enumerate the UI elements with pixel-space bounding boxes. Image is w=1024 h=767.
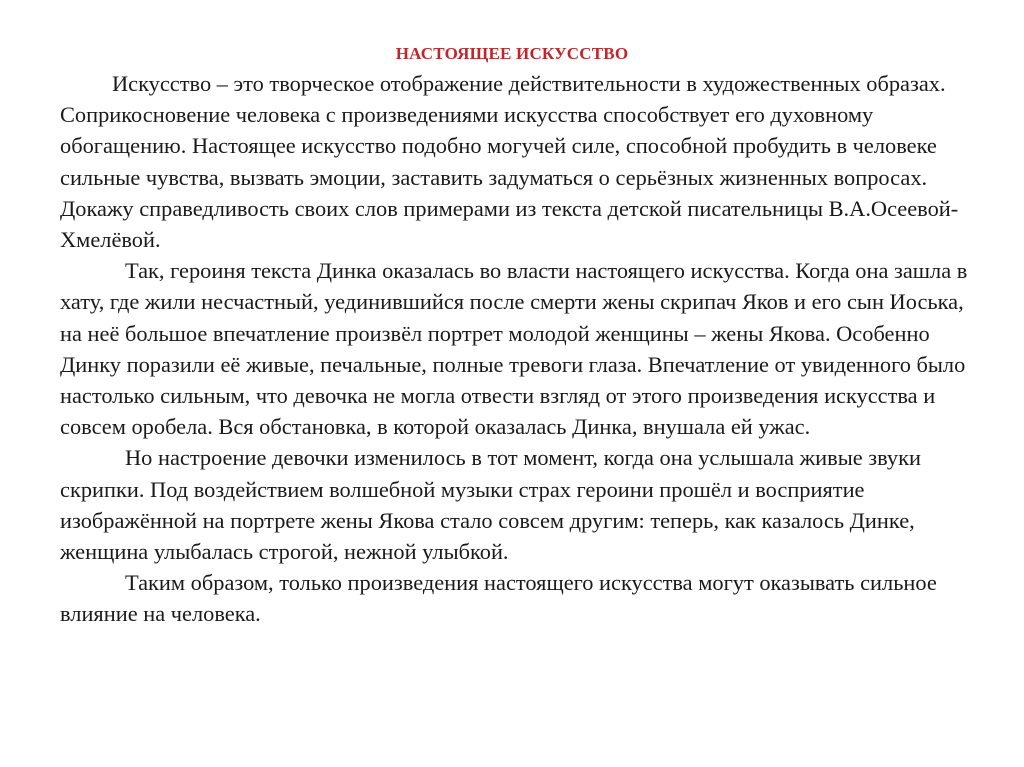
paragraph-conclusion: Таким образом, только произведения настоящего искусства могут оказывать сильное влияние на человека. (60, 570, 937, 627)
paragraph-introduction: Искусство – это творческое отображение действительности в художественных образах. Соприкосновение человека с произведениями искусства способствует его духовному обогащению. Настоящее искусство подобно могучей силе, способной пробудить в человеке сильные чувства, вызвать эмоции, заставить задуматься о серьёзных жизненных вопросах. Докажу справедливость своих слов примерами из текста детской писательницы В.А.Осеевой-Хмелёвой. (60, 71, 959, 253)
document-title: НАСТОЯЩЕЕ ИСКУССТВО (395, 44, 629, 63)
paragraph-argument-two: Но настроение девочки изменилось в тот момент, когда она услышала живые звуки скрипки. Под воздействием волшебной музыки страх героини прошёл и восприятие изображённой на портрете жены Якова стало совсем другим: теперь, как казалось Динке, женщина улыбалась строгой, нежной улыбкой. (60, 445, 921, 565)
essay-body (60, 68, 975, 630)
paragraph-argument-one: Так, героиня текста Динка оказалась во власти настоящего искусства. Когда она зашла в хату, где жили несчастный, уединившийся после смерти жены скрипач Яков и его сын Иоська, на неё большое впечатление произвёл портрет молодой женщины – жены Якова. Особенно Динку поразили её живые, печальные, полные тревоги глаза. Впечатление от увиденного было настолько сильным, что девочка не могла отвести взгляд от этого произведения искусства и совсем оробела. Вся обстановка, в которой оказалась Динка, внушала ей ужас. (60, 258, 968, 440)
